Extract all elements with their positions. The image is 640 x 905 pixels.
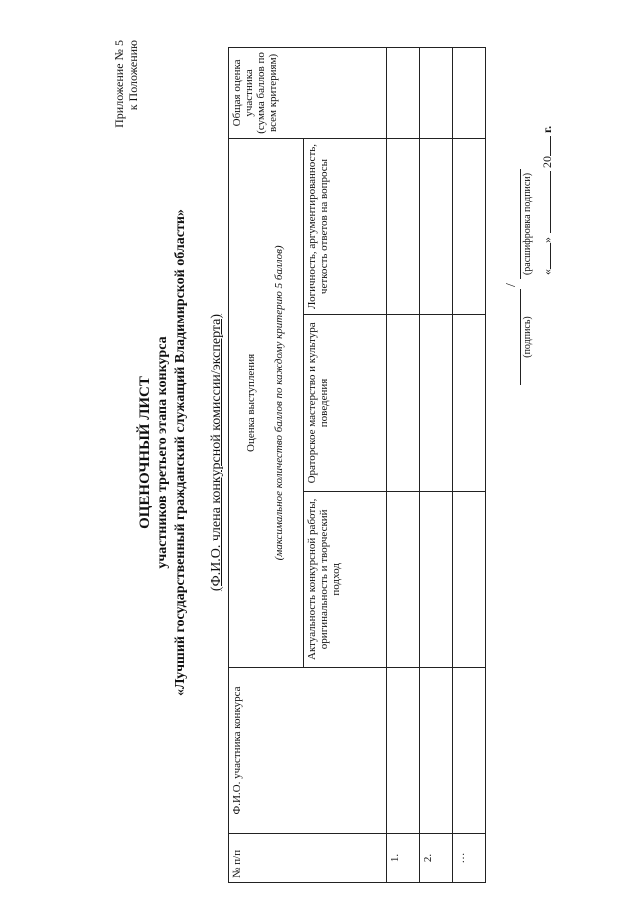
date-close-quote: » bbox=[540, 237, 554, 243]
cell-score-3[interactable] bbox=[453, 138, 486, 314]
date-year-blank[interactable] bbox=[550, 136, 551, 156]
appendix-line-2: к Положению bbox=[126, 40, 140, 111]
cell-score-2[interactable] bbox=[453, 315, 486, 491]
row-num: 1. bbox=[387, 833, 420, 882]
cell-score-2[interactable] bbox=[420, 315, 453, 491]
cell-total[interactable] bbox=[420, 48, 453, 139]
cell-fio[interactable] bbox=[453, 668, 486, 834]
signature-decode-line[interactable] bbox=[520, 169, 521, 279]
table-row bbox=[420, 48, 453, 883]
cell-fio[interactable] bbox=[387, 668, 420, 834]
criterion-3: Логичность, аргументированность, четкость ответов на вопросы bbox=[304, 138, 387, 314]
criterion-2: Ораторское мастерство и культура поведения bbox=[304, 315, 387, 491]
cell-score-2[interactable] bbox=[387, 315, 420, 491]
cell-score-3[interactable] bbox=[387, 138, 420, 314]
signature-line[interactable] bbox=[520, 289, 521, 385]
date-line bbox=[540, 45, 555, 275]
date-day-blank[interactable] bbox=[550, 243, 551, 269]
score-table bbox=[228, 47, 486, 883]
group-title: Оценка выступления bbox=[245, 353, 257, 452]
criterion-1: Актуальность конкурсной работы, оригинальность и творческий подход bbox=[304, 491, 387, 667]
cell-score-1[interactable] bbox=[420, 491, 453, 667]
col-header-group bbox=[229, 138, 304, 667]
signature-label: (подпись) bbox=[522, 316, 533, 358]
cell-score-1[interactable] bbox=[387, 491, 420, 667]
col-header-num: № п/п bbox=[229, 833, 387, 882]
table-row bbox=[453, 48, 486, 883]
date-year-prefix: 20 bbox=[540, 156, 554, 168]
date-year-suffix: г. bbox=[540, 125, 554, 133]
contest-name: «Лучший государственный гражданский служащий Владимирской области» bbox=[173, 209, 188, 696]
cell-score-1[interactable] bbox=[453, 491, 486, 667]
cell-total[interactable] bbox=[387, 48, 420, 139]
document-title: ОЦЕНОЧНЫЙ ЛИСТ bbox=[137, 376, 153, 529]
col-header-fio: Ф.И.О. участника конкурса bbox=[229, 668, 387, 834]
document-subtitle: участников третьего этапа конкурса bbox=[155, 336, 170, 569]
row-num: … bbox=[453, 833, 486, 882]
group-note: (максимальное количество баллов по каждому критерию 5 баллов) bbox=[273, 245, 285, 561]
signature-slash: / bbox=[504, 283, 519, 287]
table-header-row bbox=[229, 48, 304, 883]
expert-name-text: (Ф.И.О. члена конкурсной комиссии/эксперта) bbox=[209, 313, 224, 592]
row-num: 2. bbox=[420, 833, 453, 882]
date-open-quote: « bbox=[540, 269, 554, 275]
cell-score-3[interactable] bbox=[420, 138, 453, 314]
signature-decode-label: (расшифровка подписи) bbox=[522, 172, 533, 276]
cell-total[interactable] bbox=[453, 48, 486, 139]
appendix-line-1: Приложение № 5 bbox=[112, 40, 126, 128]
appendix-note bbox=[112, 40, 140, 150]
table-row bbox=[387, 48, 420, 883]
expert-name-caption bbox=[209, 0, 225, 905]
date-month-blank[interactable] bbox=[550, 171, 551, 233]
col-header-total: Общая оценка участника (сумма баллов по всем критериям) bbox=[229, 48, 387, 139]
cell-fio[interactable] bbox=[420, 668, 453, 834]
